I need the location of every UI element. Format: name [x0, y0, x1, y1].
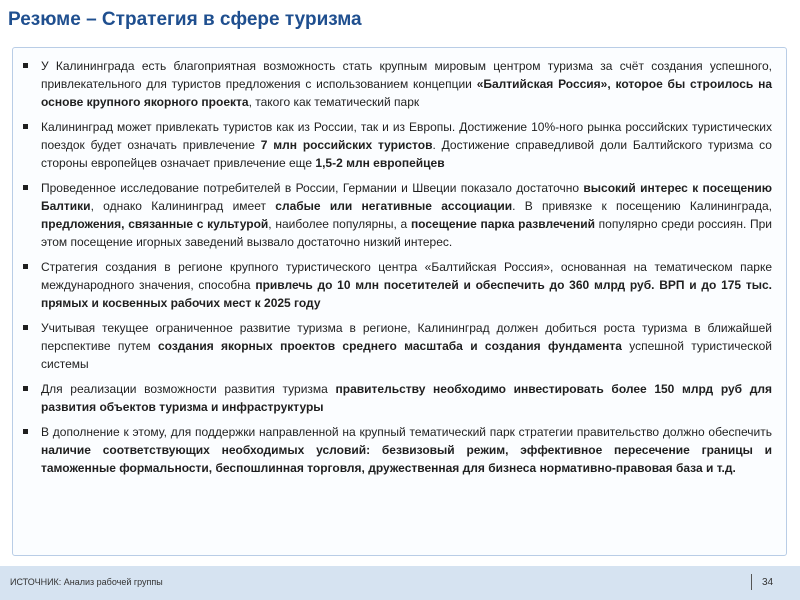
text-segment: В дополнение к этому, для поддержки направленной на крупный тематический парк стратегии правительство должно обеспечить: [41, 425, 772, 439]
bold-text-segment: создания якорных проектов среднего масштаба и создания фундамента: [157, 339, 622, 353]
bold-text-segment: 7 млн российских туристов: [260, 138, 433, 152]
bullet-text: [41, 59, 772, 109]
text-segment: Проведенное исследование потребителей в России, Германии и Швеции показало достаточно: [41, 181, 584, 195]
square-bullet-icon: [23, 63, 28, 68]
text-segment: Для реализации возможности развития туризма: [41, 382, 336, 396]
text-segment: . Достижение справедливой доли Балтийского туризма со стороны европейцев означает привлечение еще: [41, 138, 772, 170]
text-segment: успешной туристической системы: [41, 339, 772, 371]
square-bullet-icon: [23, 386, 28, 391]
bold-text-segment: наличие соответствующих необходимых условий: безвизовый режим, эффективное пересечение границы и таможенные формальности, беспошлинная торговля, дружественная для бизнеса нормативно-правовая база и т.д.: [41, 443, 772, 475]
bullet-item: [21, 118, 772, 172]
text-segment: , такого как тематический парк: [248, 95, 420, 109]
page-number: 34: [762, 577, 774, 588]
bold-text-segment: правительству необходимо инвестировать более 150 млрд руб для развития объектов туризма и инфраструктуры: [41, 382, 772, 414]
bullet-text: [41, 382, 772, 414]
bullet-text: [41, 181, 772, 249]
text-segment: Стратегия создания в регионе крупного туристического центра «Балтийская Россия», основанная на тематическом парке международного значения, способна: [41, 260, 772, 292]
text-segment: . В привязке к посещению Калининграда,: [512, 199, 772, 213]
text-segment: , однако Калининград имеет: [90, 199, 276, 213]
footer-bar: [0, 566, 800, 600]
bullet-item: [21, 179, 772, 251]
bullet-text: [41, 260, 772, 310]
bullet-text: [41, 321, 772, 371]
content-box: [12, 47, 787, 556]
bullet-item: [21, 423, 772, 477]
text-segment: , наиболее популярны, а: [268, 217, 411, 231]
bullet-list: [13, 48, 786, 477]
bold-text-segment: предложения, связанные с культурой: [41, 217, 269, 231]
bullet-text: [41, 425, 772, 475]
bullet-item: [21, 319, 772, 373]
bold-text-segment: слабые или негативные ассоциации: [275, 199, 513, 213]
bullet-item: [21, 380, 772, 416]
bullet-item: [21, 258, 772, 312]
text-segment: У Калининграда есть благоприятная возможность стать крупным мировым центром туризма за счёт создания успешного, привлекательного для туристов предложения с использованием концепции: [41, 59, 772, 91]
bold-text-segment: посещение парка развлечений: [410, 217, 595, 231]
square-bullet-icon: [23, 429, 28, 434]
bold-text-segment: высокий интерес к посещению Балтики: [41, 181, 772, 213]
text-segment: популярно среди россиян. При этом посещение игорных заведений вызвало достаточно низкий интерес.: [41, 217, 772, 249]
page-number-divider: [751, 574, 752, 590]
square-bullet-icon: [23, 264, 28, 269]
bullet-item: [21, 57, 772, 111]
source-note: ИСТОЧНИК: Анализ рабочей группы: [10, 577, 163, 587]
square-bullet-icon: [23, 124, 28, 129]
bold-text-segment: 1,5-2 млн европейцев: [315, 156, 445, 170]
bold-text-segment: привлечь до 10 млн посетителей и обеспечить до 360 млрд руб. ВРП и до 175 тыс. прямых и косвенных рабочих мест к 2025 году: [41, 278, 772, 310]
bullet-text: [41, 120, 772, 170]
slide-title: Резюме – Стратегия в сфере туризма: [8, 9, 362, 30]
bold-text-segment: «Балтийская Россия», которое бы строилось на основе крупного якорного проекта: [41, 77, 773, 109]
text-segment: Учитывая текущее ограниченное развитие туризма в регионе, Калининград должен добиться роста туризма в ближайшей перспективе путем: [41, 321, 772, 353]
text-segment: Калининград может привлекать туристов как из России, так и из Европы. Достижение 10%-ного рынка российских туристических поездок будет означать привлечение: [41, 120, 772, 152]
square-bullet-icon: [23, 185, 28, 190]
square-bullet-icon: [23, 325, 28, 330]
